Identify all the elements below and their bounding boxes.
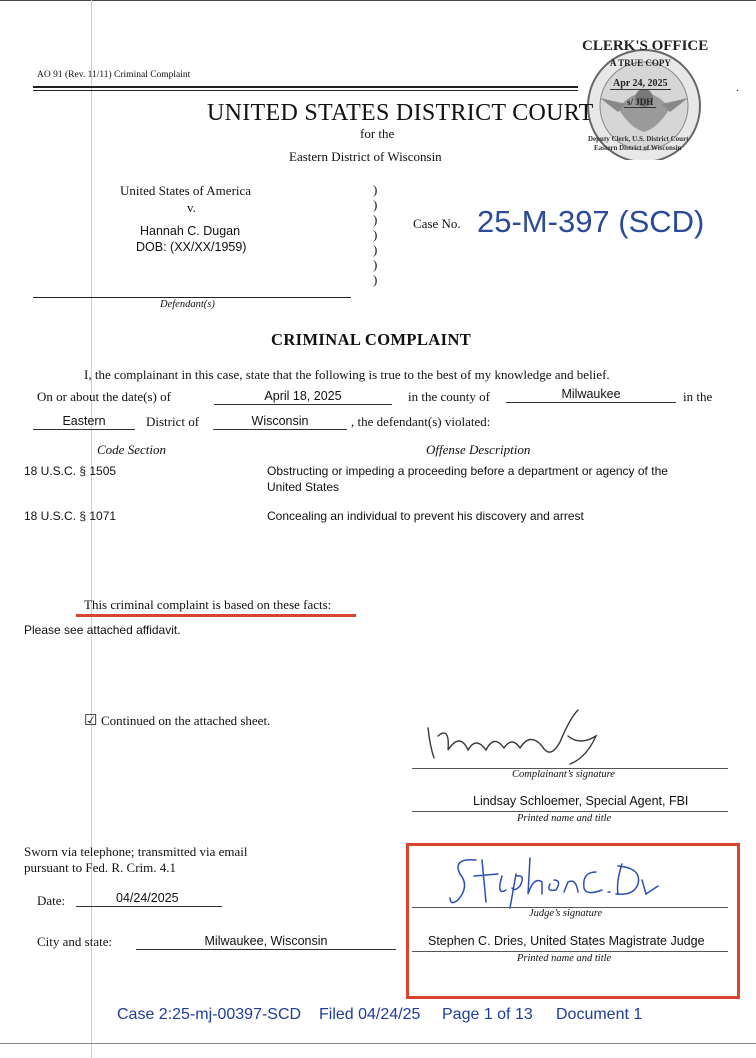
caption-plaintiff: United States of America [120, 183, 252, 198]
complainant-printed-label: Printed name and title [517, 813, 612, 824]
city-state-label: City and state: [37, 934, 113, 949]
offense-date-field: April 18, 2025 [214, 388, 392, 405]
caption-paren: ) [373, 272, 378, 287]
stamp-date: Apr 24, 2025 [610, 78, 671, 90]
stamp-deputy: Deputy Clerk, U.S. District Court [588, 135, 689, 143]
sworn-date-field: 04/24/2025 [76, 890, 222, 907]
defendant-label: Defendant(s) [160, 299, 215, 310]
facts-heading: This criminal complaint is based on these facts: [84, 597, 332, 612]
caption-paren: ) [373, 197, 378, 212]
defendant-dob: DOB: (XX/XX/1959) [136, 240, 247, 254]
sworn-line-2: pursuant to Fed. R. Crim. 4.1 [24, 860, 177, 875]
red-box-annotation [406, 843, 740, 999]
judge-printed-label: Printed name and title [517, 953, 612, 964]
stamp-district: Eastern District of Wisconsin [594, 144, 682, 152]
footer-case: Case 2:25-mj-00397-SCD [117, 1006, 302, 1023]
footer-filed: Filed 04/24/25 [319, 1006, 421, 1023]
clerk-stamp [578, 28, 754, 160]
complaint-intro: I, the complainant in this case, state that the following is true to the best of my knowledge and belief. [84, 367, 610, 382]
sworn-line-1: Sworn via telephone; transmitted via email [24, 844, 248, 859]
page-bottom-border [0, 1043, 756, 1044]
offense-description-cont: United States [267, 480, 340, 494]
judge-sig-label: Judge’s signature [529, 908, 603, 919]
in-the-label: in the [683, 389, 713, 404]
caption-paren: ) [373, 227, 378, 242]
stamp-office: CLERK'S OFFICE [582, 38, 709, 54]
caption-paren: ) [373, 242, 378, 257]
stamp-true-copy: A TRUE COPY [610, 58, 671, 68]
district-of-label: District of [146, 414, 200, 429]
continued-checkbox-icon: ☑ [84, 713, 98, 729]
state-field: Wisconsin [213, 413, 347, 430]
red-underline-annotation [76, 614, 356, 617]
case-label: Case No. [413, 216, 461, 231]
caption-versus: v. [187, 200, 196, 215]
county-field: Milwaukee [506, 386, 676, 403]
on-or-about-label: On or about the date(s) of [37, 389, 171, 404]
page-top-border [0, 0, 756, 1]
caption-paren: ) [373, 182, 378, 197]
court-for-the: for the [360, 126, 395, 141]
offense-description: Obstructing or impeding a proceeding before a department or agency of the [267, 464, 668, 478]
offense-code: 18 U.S.C. § 1071 [24, 509, 117, 523]
district-region-field: Eastern [33, 413, 135, 430]
complainant-name-rule [412, 811, 728, 812]
violated-label: , the defendant(s) violated: [351, 414, 491, 429]
offense-description: Concealing an individual to prevent his discovery and arrest [267, 509, 584, 523]
header-rule-thick [33, 86, 578, 88]
continued-label: Continued on the attached sheet. [101, 713, 271, 728]
judge-printed-name: Stephen C. Dries, United States Magistrate Judge [428, 934, 705, 948]
case-number: 25-M-397 (SCD) [477, 204, 705, 239]
complainant-printed-name: Lindsay Schloemer, Special Agent, FBI [473, 794, 689, 808]
complainant-sig-label: Complainant’s signature [512, 769, 615, 780]
header-dot: . [736, 80, 739, 94]
header-rule-thin [33, 90, 578, 91]
court-name: UNITED STATES DISTRICT COURT [207, 100, 594, 126]
court-district: Eastern District of Wisconsin [289, 149, 442, 164]
complainant-signature [420, 706, 620, 768]
code-section-header: Code Section [97, 442, 166, 457]
defendant-name: Hannah C. Dugan [140, 224, 241, 238]
offense-code: 18 U.S.C. § 1505 [24, 464, 117, 478]
form-id: AO 91 (Rev. 11/11) Criminal Complaint [37, 70, 191, 80]
date-label: Date: [37, 893, 66, 908]
caption-paren: ) [373, 212, 378, 227]
caption-rule [33, 297, 351, 298]
footer-document: Document 1 [556, 1006, 643, 1023]
complaint-title: CRIMINAL COMPLAINT [271, 330, 472, 349]
stamp-initials: s/ JDH [624, 97, 656, 108]
caption-paren: ) [373, 257, 378, 272]
city-state-field: Milwaukee, Wisconsin [136, 933, 396, 950]
offense-description-header: Offense Description [426, 442, 531, 457]
footer-page: Page 1 of 13 [442, 1006, 533, 1023]
facts-text: Please see attached affidavit. [24, 623, 181, 637]
in-county-label: in the county of [408, 389, 490, 404]
